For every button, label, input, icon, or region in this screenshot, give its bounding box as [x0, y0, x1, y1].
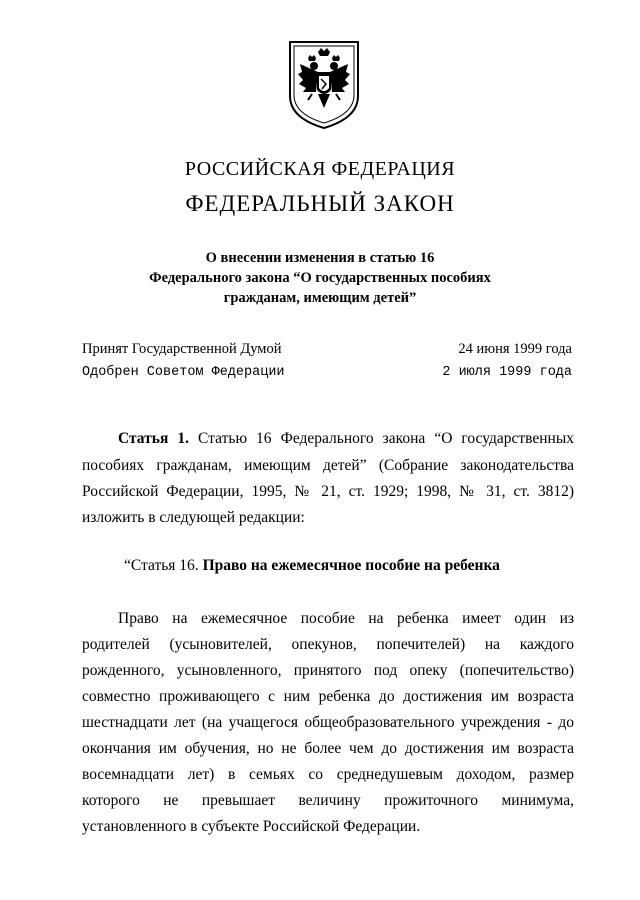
- council-approval-date: 2 июля 1999 года: [442, 365, 572, 380]
- article1-line: изложить в следующей редакции:: [82, 509, 305, 526]
- article1-line: пособиях гражданам, имеющим детей” (Собрание законодательства: [82, 457, 574, 474]
- coat-of-arms-emblem: [288, 38, 360, 130]
- article16-line: совместно проживающего с ним ребенка до достижения им возраста: [82, 688, 574, 705]
- article1-text: Статью 16 Федерального закона “О государственных: [198, 430, 575, 447]
- article16-line: рожденного, усыновленного, принятого под опеку (попечительство): [82, 662, 574, 679]
- adoption-labels: [82, 337, 285, 385]
- article16-heading: [124, 555, 574, 577]
- article16-title: Право на ежемесячное пособие на ребенка: [202, 557, 500, 574]
- article16-line: Право на ежемесячное пособие на ребенка имеет один из: [118, 610, 574, 627]
- council-approval-label: Одобрен Советом Федерации: [82, 365, 285, 380]
- article16-line: шестнадцати лет (на учащегося общеобразовательного учреждения - до: [82, 714, 574, 731]
- article1-line: Российской Федерации, 1995, № 21, ст. 1929; 1998, № 31, ст. 3812): [82, 483, 574, 500]
- article16-line: установленного в субъекте Российской Федерации.: [82, 818, 421, 835]
- law-title-line: Федерального закона “О государственных пособиях: [149, 270, 491, 286]
- duma-adoption-date: 24 июня 1999 года: [458, 341, 572, 357]
- article1-label: Статья 1.: [118, 430, 189, 447]
- law-title-line: О внесении изменения в статью 16: [205, 250, 435, 266]
- law-title-line: гражданам, имеющим детей”: [223, 290, 417, 306]
- law-type-heading: ФЕДЕРАЛЬНЫЙ ЗАКОН: [185, 191, 455, 216]
- article16-label: “Статья 16.: [124, 557, 199, 574]
- article16-line: родителей (усыновителей, опекунов, попечителей) на каждого: [82, 636, 574, 653]
- adoption-dates: [442, 337, 572, 385]
- law-title: [0, 248, 640, 308]
- article1-first-line: [118, 428, 574, 450]
- article16-line: восемнадцати лет) в семьях со среднедушевым доходом, размер: [82, 766, 574, 783]
- article16-line: которого не превышает величину прожиточного минимума,: [82, 792, 574, 809]
- country-heading: РОССИЙСКАЯ ФЕДЕРАЦИЯ: [184, 158, 456, 180]
- duma-adoption-label: Принят Государственной Думой: [82, 341, 282, 357]
- article16-line: окончания им обучения, но не более чем до достижения им возраста: [82, 740, 574, 757]
